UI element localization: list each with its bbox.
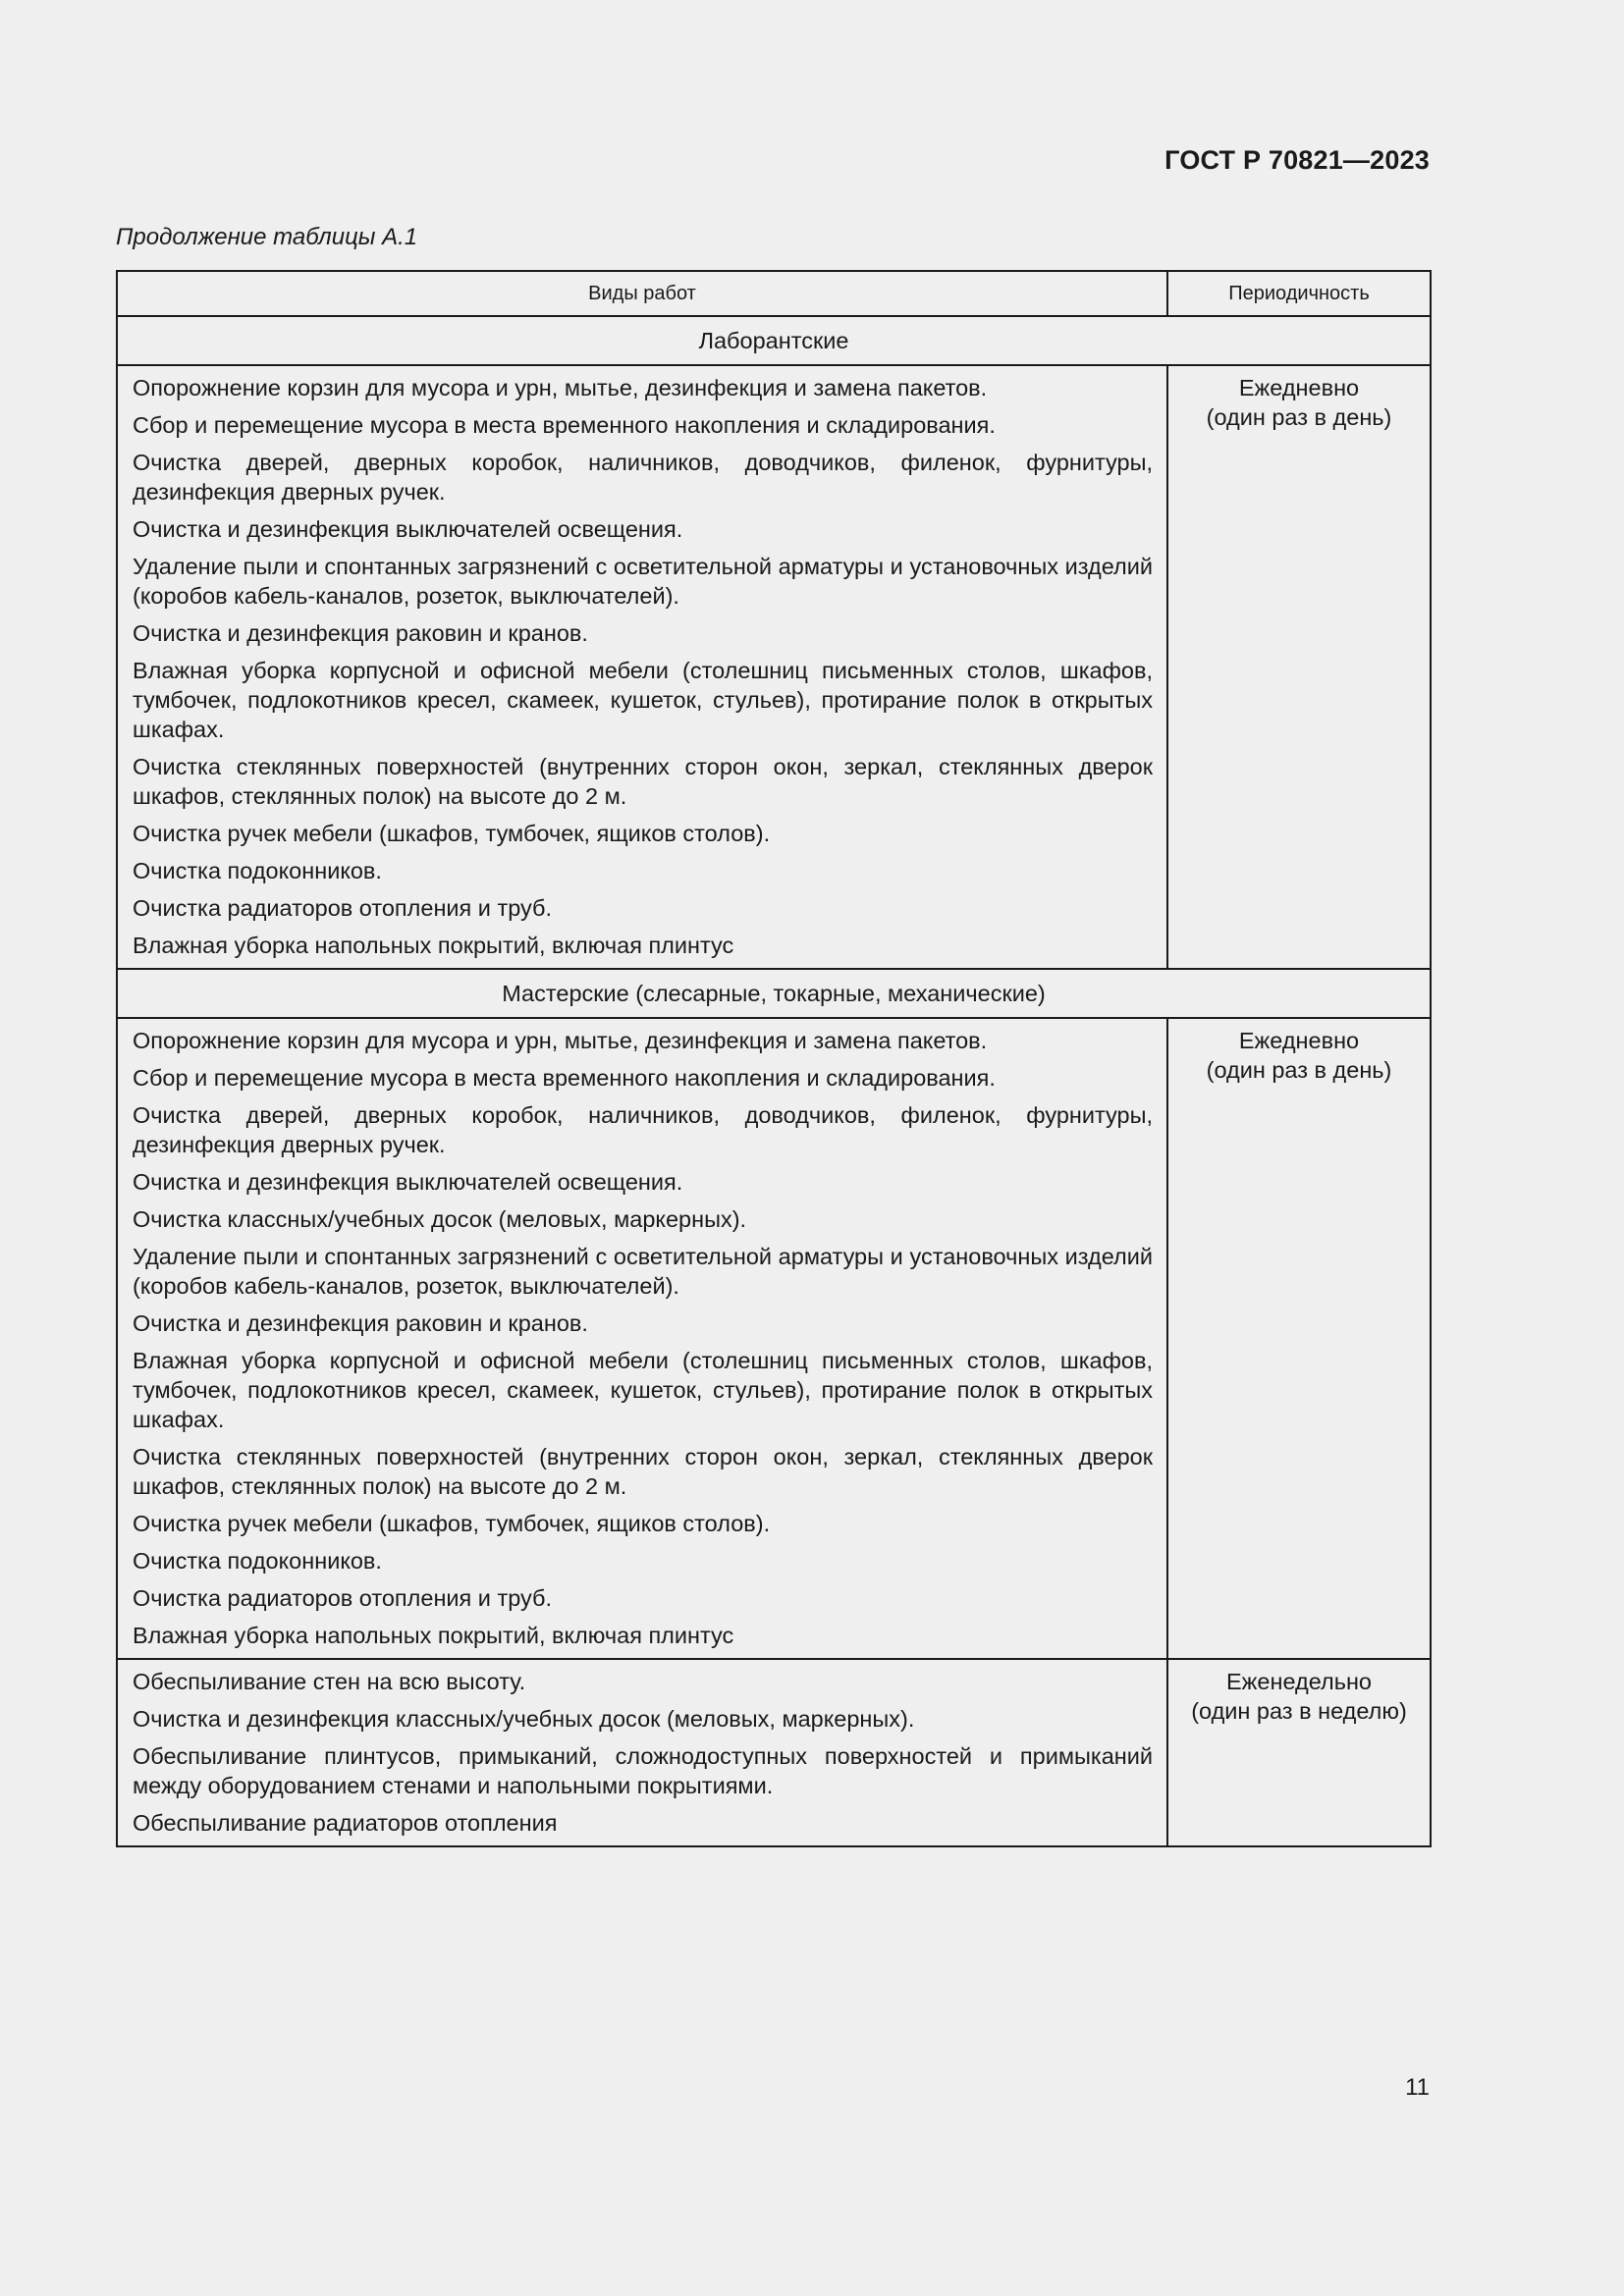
work-item: Опорожнение корзин для мусора и урн, мытье, дезинфекция и замена пакетов.: [133, 375, 988, 400]
work-item: Влажная уборка корпусной и офисной мебели (столешниц письменных столов, шкафов, тумбочек, подлокотников кресел, скамеек, кушеток, стульев), протирание полок в открытых шкафах.: [133, 658, 1153, 742]
section-title: Мастерские (слесарные, токарные, механические): [117, 969, 1431, 1018]
table-header-row: [117, 271, 1431, 316]
column-header-periodicity: Периодичность: [1167, 271, 1431, 316]
works-cell: [117, 1659, 1167, 1846]
work-item: Очистка подоконников.: [133, 858, 382, 883]
work-item: Очистка стеклянных поверхностей (внутренних сторон окон, зеркал, стеклянных дверок шкафов, стеклянных полок) на высоте до 2 м.: [133, 754, 1153, 809]
work-item: Очистка ручек мебели (шкафов, тумбочек, ящиков столов).: [133, 1511, 771, 1536]
works-table: [116, 270, 1432, 1847]
work-item: Очистка и дезинфекция выключателей освещения.: [133, 516, 683, 542]
work-item: Очистка дверей, дверных коробок, наличников, доводчиков, филенок, фурнитуры, дезинфекция дверных ручек.: [133, 450, 1153, 505]
work-item: Сбор и перемещение мусора в места временного накопления и складирования.: [133, 412, 996, 438]
periodicity-cell: [1167, 1018, 1431, 1659]
work-item: Удаление пыли и спонтанных загрязнений с осветительной арматуры и установочных изделий (коробов кабель-каналов, розеток, выключателей).: [133, 554, 1153, 609]
work-item: Очистка и дезинфекция классных/учебных досок (меловых, маркерных).: [133, 1706, 915, 1732]
periodicity-text: Ежедневно: [1238, 375, 1360, 400]
work-item: Очистка и дезинфекция раковин и кранов.: [133, 620, 588, 646]
table-row: [117, 1018, 1431, 1659]
periodicity-text: Ежедневно: [1238, 1028, 1360, 1053]
periodicity-text: (один раз в неделю): [1191, 1698, 1407, 1724]
periodicity-cell: [1167, 365, 1431, 969]
work-item: Очистка радиаторов отопления и труб.: [133, 895, 553, 921]
work-item: Очистка стеклянных поверхностей (внутренних сторон окон, зеркал, стеклянных дверок шкафов, стеклянных полок) на высоте до 2 м.: [133, 1444, 1153, 1499]
section-row: [117, 969, 1431, 1018]
work-item: Обеспыливание радиаторов отопления: [133, 1810, 558, 1836]
work-item: Очистка и дезинфекция раковин и кранов.: [133, 1310, 588, 1336]
works-cell: [117, 1018, 1167, 1659]
periodicity-text: (один раз в день): [1206, 1057, 1392, 1083]
page-number: 11: [1405, 2074, 1430, 2101]
periodicity-text: (один раз в день): [1206, 404, 1392, 430]
work-item: Очистка классных/учебных досок (меловых, маркерных).: [133, 1206, 747, 1232]
work-item: Обеспыливание плинтусов, примыканий, сложнодоступных поверхностей и примыканий между оборудованием стенами и напольными покрытиями.: [133, 1743, 1153, 1798]
column-header-works: Виды работ: [117, 271, 1167, 316]
table-caption: Продолжение таблицы А.1: [116, 224, 418, 250]
document-standard-header: ГОСТ Р 70821—2023: [1164, 145, 1430, 175]
table-row: [117, 1659, 1431, 1846]
works-cell: [117, 365, 1167, 969]
work-item: Опорожнение корзин для мусора и урн, мытье, дезинфекция и замена пакетов.: [133, 1028, 988, 1053]
section-row: [117, 316, 1431, 365]
table-row: [117, 365, 1431, 969]
periodicity-cell: [1167, 1659, 1431, 1846]
work-item: Очистка радиаторов отопления и труб.: [133, 1585, 553, 1611]
periodicity-text: Еженедельно: [1226, 1669, 1372, 1694]
work-item: Удаление пыли и спонтанных загрязнений с осветительной арматуры и установочных изделий (коробов кабель-каналов, розеток, выключателей).: [133, 1244, 1153, 1299]
work-item: Влажная уборка напольных покрытий, включая плинтус: [133, 933, 734, 958]
work-item: Влажная уборка корпусной и офисной мебели (столешниц письменных столов, шкафов, тумбочек, подлокотников кресел, скамеек, кушеток, стульев), протирание полок в открытых шкафах.: [133, 1348, 1153, 1432]
work-item: Очистка дверей, дверных коробок, наличников, доводчиков, филенок, фурнитуры, дезинфекция дверных ручек.: [133, 1102, 1153, 1157]
work-item: Влажная уборка напольных покрытий, включая плинтус: [133, 1623, 734, 1648]
table-body: [117, 316, 1431, 1846]
work-item: Обеспыливание стен на всю высоту.: [133, 1669, 526, 1694]
work-item: Очистка и дезинфекция выключателей освещения.: [133, 1169, 683, 1195]
work-item: Очистка ручек мебели (шкафов, тумбочек, ящиков столов).: [133, 821, 771, 846]
work-item: Очистка подоконников.: [133, 1548, 382, 1574]
section-title: Лаборантские: [117, 316, 1431, 365]
work-item: Сбор и перемещение мусора в места временного накопления и складирования.: [133, 1065, 996, 1091]
